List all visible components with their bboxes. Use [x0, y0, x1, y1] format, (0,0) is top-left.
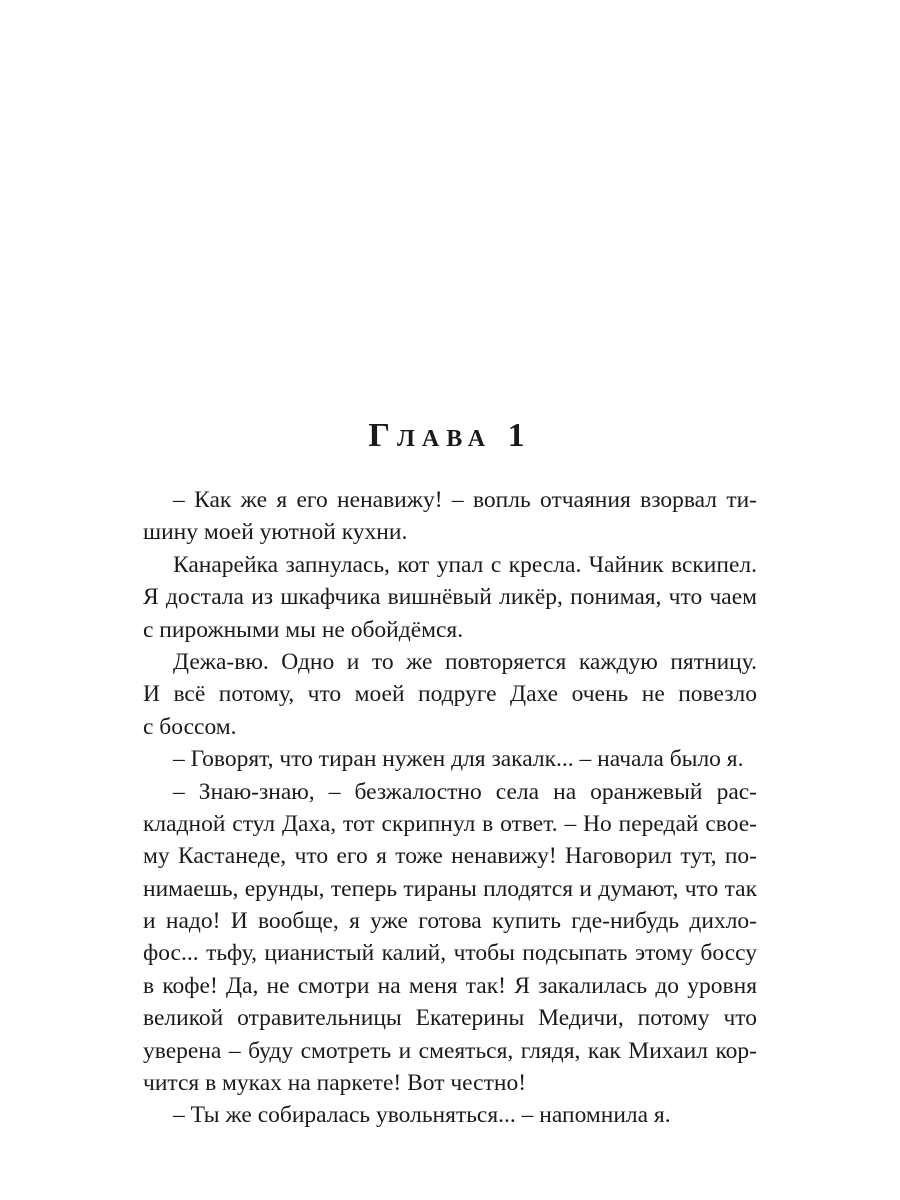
- text-line: и надо! И вообще, я уже готова купить где-нибудь дихло-: [143, 908, 757, 935]
- text-line: фос... тьфу, цианистый калий, чтобы подсыпать этому боссу: [143, 940, 757, 967]
- text-line: Я достала из шкафчика вишнёвый ликёр, понимая, что чаем: [143, 584, 757, 611]
- text-line: Канарейка запнулась, кот упал с кресла. Чайник вскипел.: [173, 551, 757, 578]
- text-line: нимаешь, ерунды, теперь тираны плодятся и думают, что так: [143, 875, 757, 902]
- chapter-title: Глава 1: [368, 417, 532, 454]
- text-line: И всё потому, что моей подруге Дахе очень не повезло: [143, 681, 757, 708]
- text-line: уверена – буду смотреть и смеяться, глядя, как Михаил кор-: [143, 1037, 757, 1064]
- text-line: Дежа-вю. Одно и то же повторяется каждую пятницу.: [173, 648, 757, 675]
- text-line: шину моей уютной кухни.: [143, 519, 408, 546]
- body-text: [143, 484, 757, 1132]
- text-line: с боссом.: [143, 713, 237, 740]
- text-line: с пирожными мы не обойдёмся.: [143, 616, 464, 643]
- text-line: – Знаю-знаю, – безжалостно села на оранжевый рас-: [173, 778, 757, 805]
- text-line: кладной стул Даха, тот скрипнул в ответ. – Но передай свое-: [143, 810, 757, 837]
- text-line: – Ты же собиралась увольняться... – напомнила я.: [173, 1102, 671, 1129]
- text-line: в кофе! Да, не смотри на меня так! Я закалилась до уровня: [143, 972, 757, 999]
- text-line: – Как же я его ненавижу! – вопль отчаяния взорвал ти-: [173, 487, 757, 513]
- text-line: великой отравительницы Екатерины Медичи, потому что: [143, 1005, 757, 1032]
- text-line: – Говорят, что тиран нужен для закалк... – начала было я.: [173, 746, 744, 773]
- text-line: чится в муках на паркете! Вот честно!: [143, 1070, 527, 1097]
- text-line: му Кастанеде, что его я тоже ненавижу! Наговорил тут, по-: [143, 843, 757, 870]
